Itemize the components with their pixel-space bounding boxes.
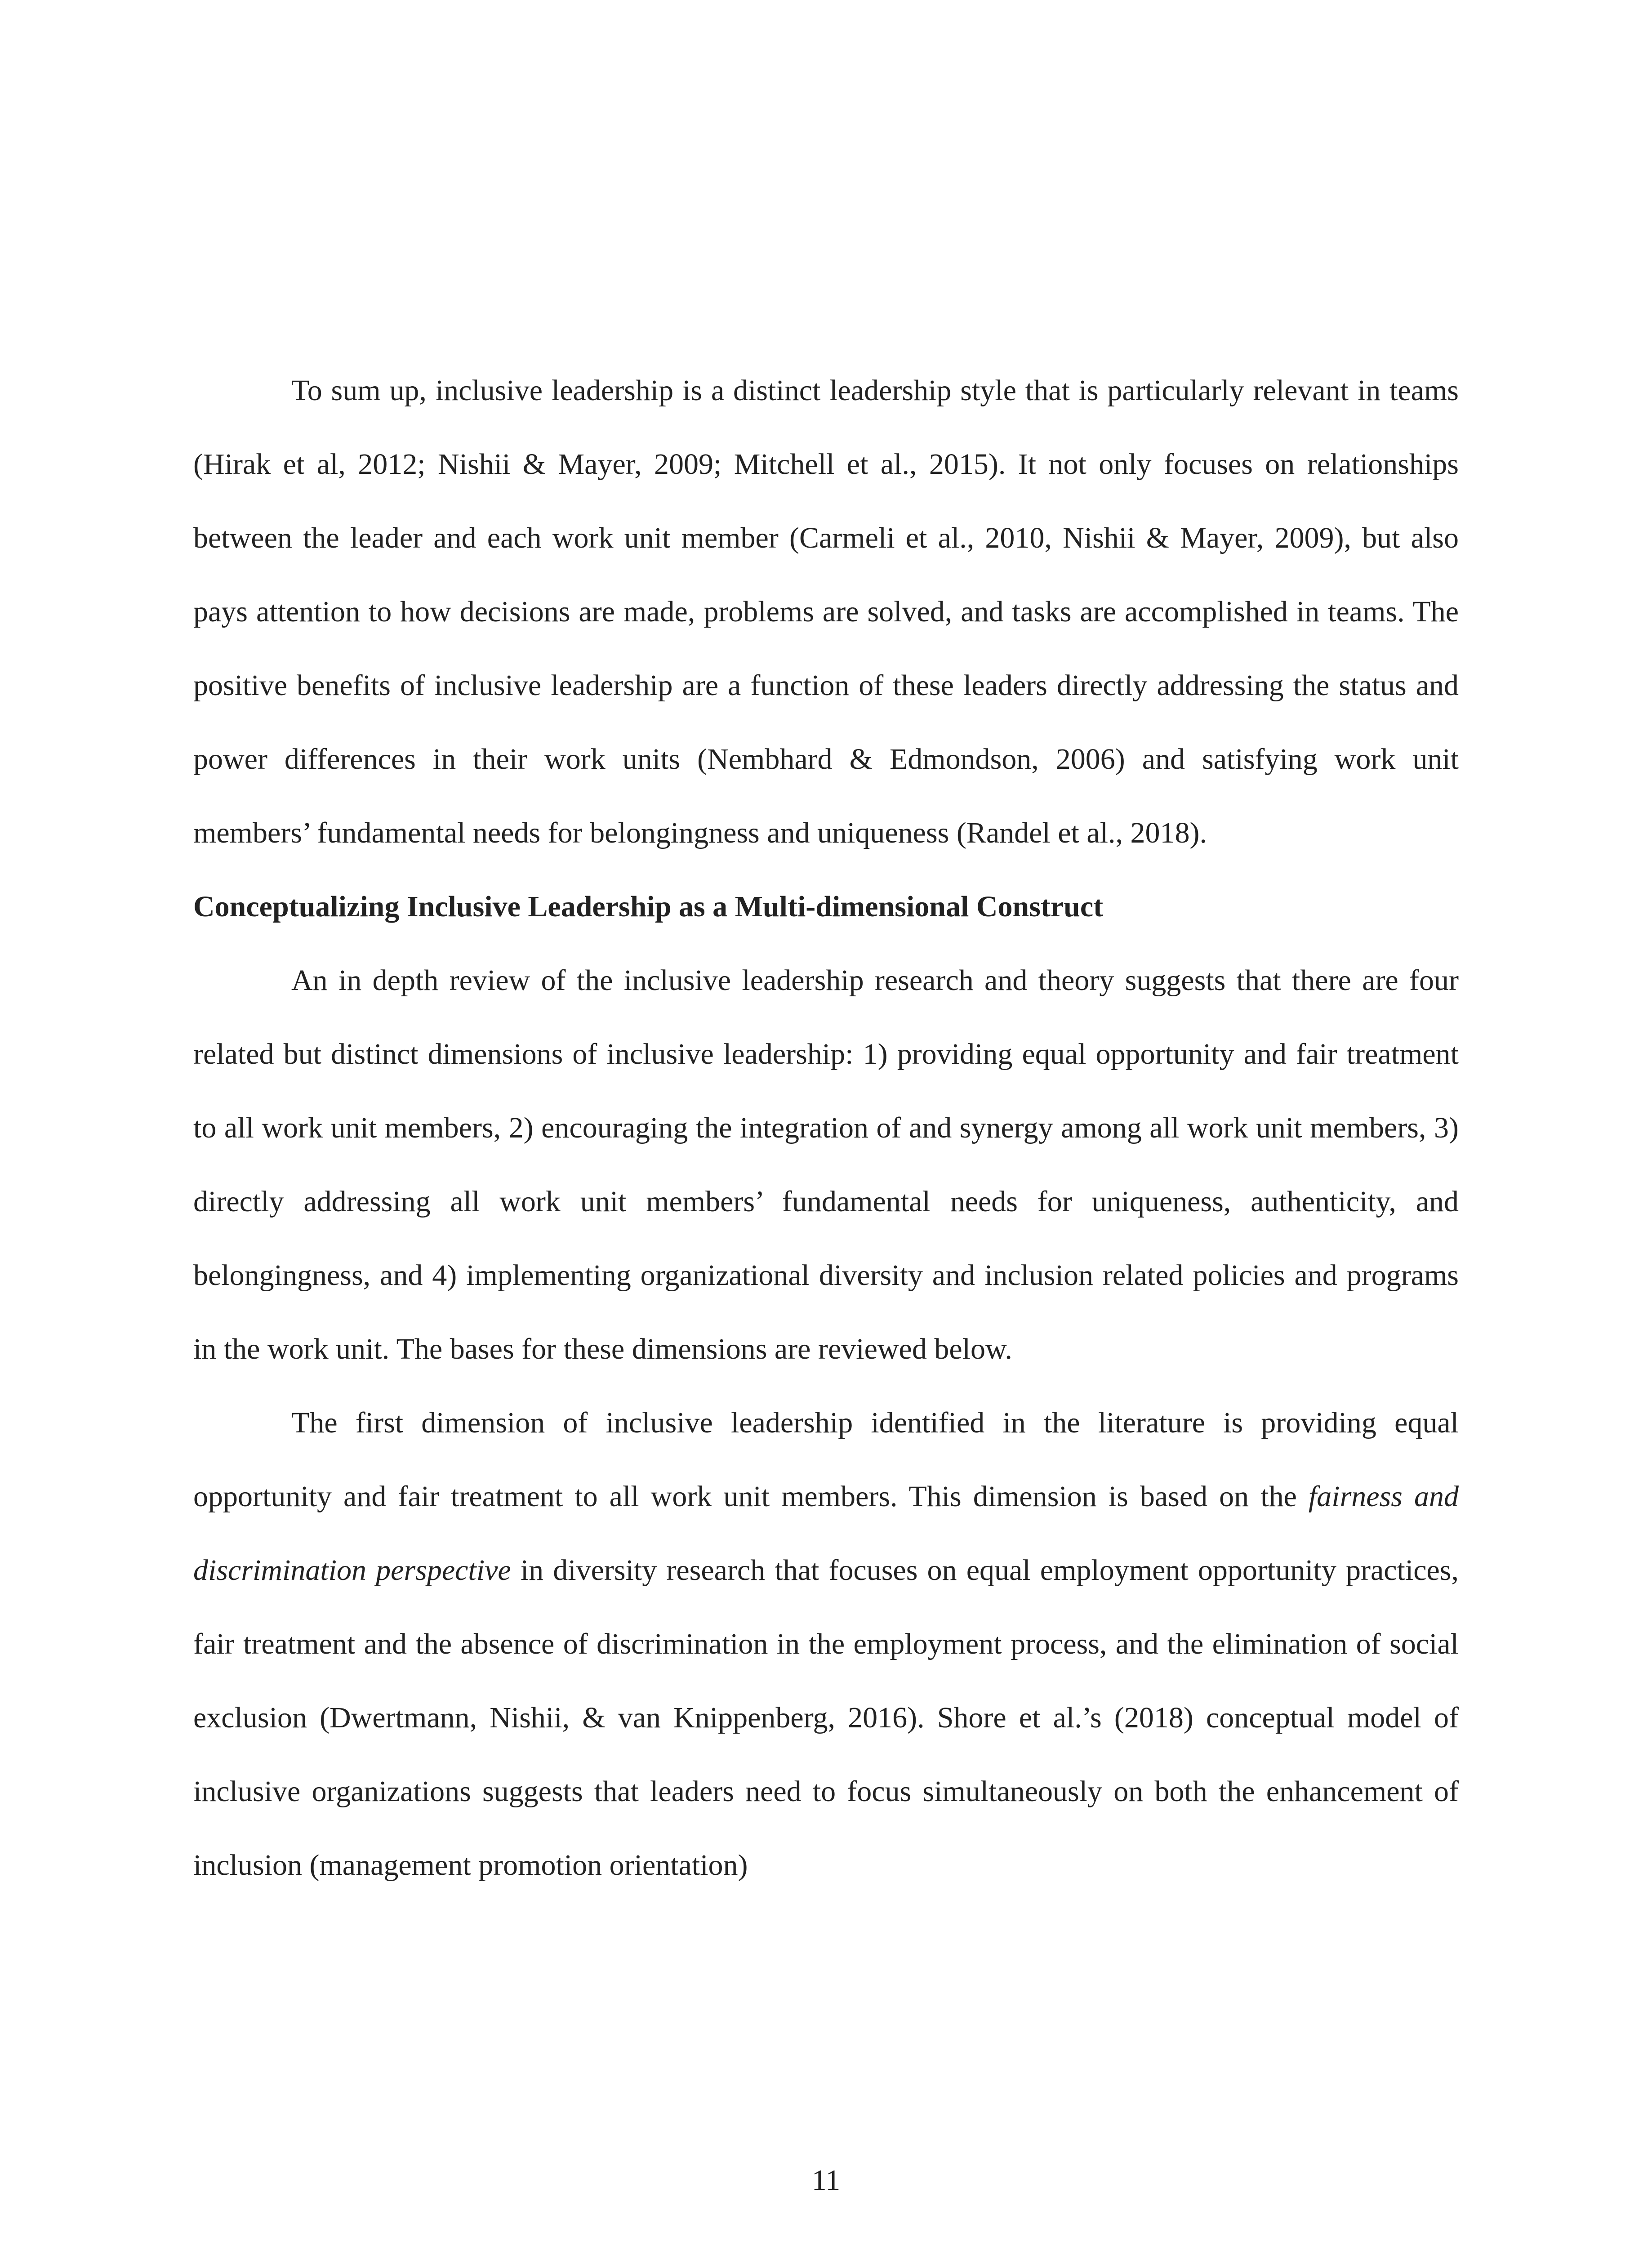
section-heading: Conceptualizing Inclusive Leadership as a Multi-dimensional Construct bbox=[193, 890, 1104, 923]
page-number: 11 bbox=[811, 2164, 841, 2197]
paragraph-dimensions-overview: An in depth review of the inclusive leadership research and theory suggests that there are four related but distinct dimensions of inclusive leadership: 1) providing equal opportunity and fair treatment to all work unit members, 2) encouraging the integration of and synergy among all work unit members, 3) directly addressing all work unit members’ fundamental needs for uniqueness, authenticity, and belongingness, and 4) implementing organizational diversity and inclusion related policies and programs in the work unit. The bases for these dimensions are reviewed below. bbox=[193, 964, 1459, 1365]
paragraph-first-dimension-italic: fairness and discrimination perspective bbox=[193, 1480, 1459, 1587]
paragraph-summary: To sum up, inclusive leadership is a distinct leadership style that is particularly relevant in teams (Hirak et al, 2012; Nishii & Mayer, 2009; Mitchell et al., 2015). It not only focuses on relationships between the leader and each work unit member (Carmeli et al., 2010, Nishii & Mayer, 2009), but also pays attention to how decisions are made, problems are solved, and tasks are accomplished in teams. The positive benefits of inclusive leadership are a function of these leaders directly addressing the status and power differences in their work units (Nembhard & Edmondson, 2006) and satisfying work unit members’ fundamental needs for belongingness and uniqueness (Randel et al., 2018). bbox=[193, 374, 1459, 849]
body-text bbox=[193, 354, 1459, 1902]
paragraph-first-dimension bbox=[193, 1386, 1459, 1902]
paragraph-first-dimension-text-1: The first dimension of inclusive leadership identified in the literature is providing equal opportunity and fair treatment to all work unit members. This dimension is based on the bbox=[193, 1406, 1459, 1513]
paragraph-first-dimension-text-2: in diversity research that focuses on equal employment opportunity practices, fair treatment and the absence of discrimination in the employment process, and the elimination of social exclusion (Dwertmann, Nishii, & van Knippenberg, 2016). Shore et al.’s (2018) conceptual model of inclusive organizations suggests that leaders need to focus simultaneously on both the enhancement of inclusion (management promotion orientation) bbox=[193, 1554, 1459, 1882]
